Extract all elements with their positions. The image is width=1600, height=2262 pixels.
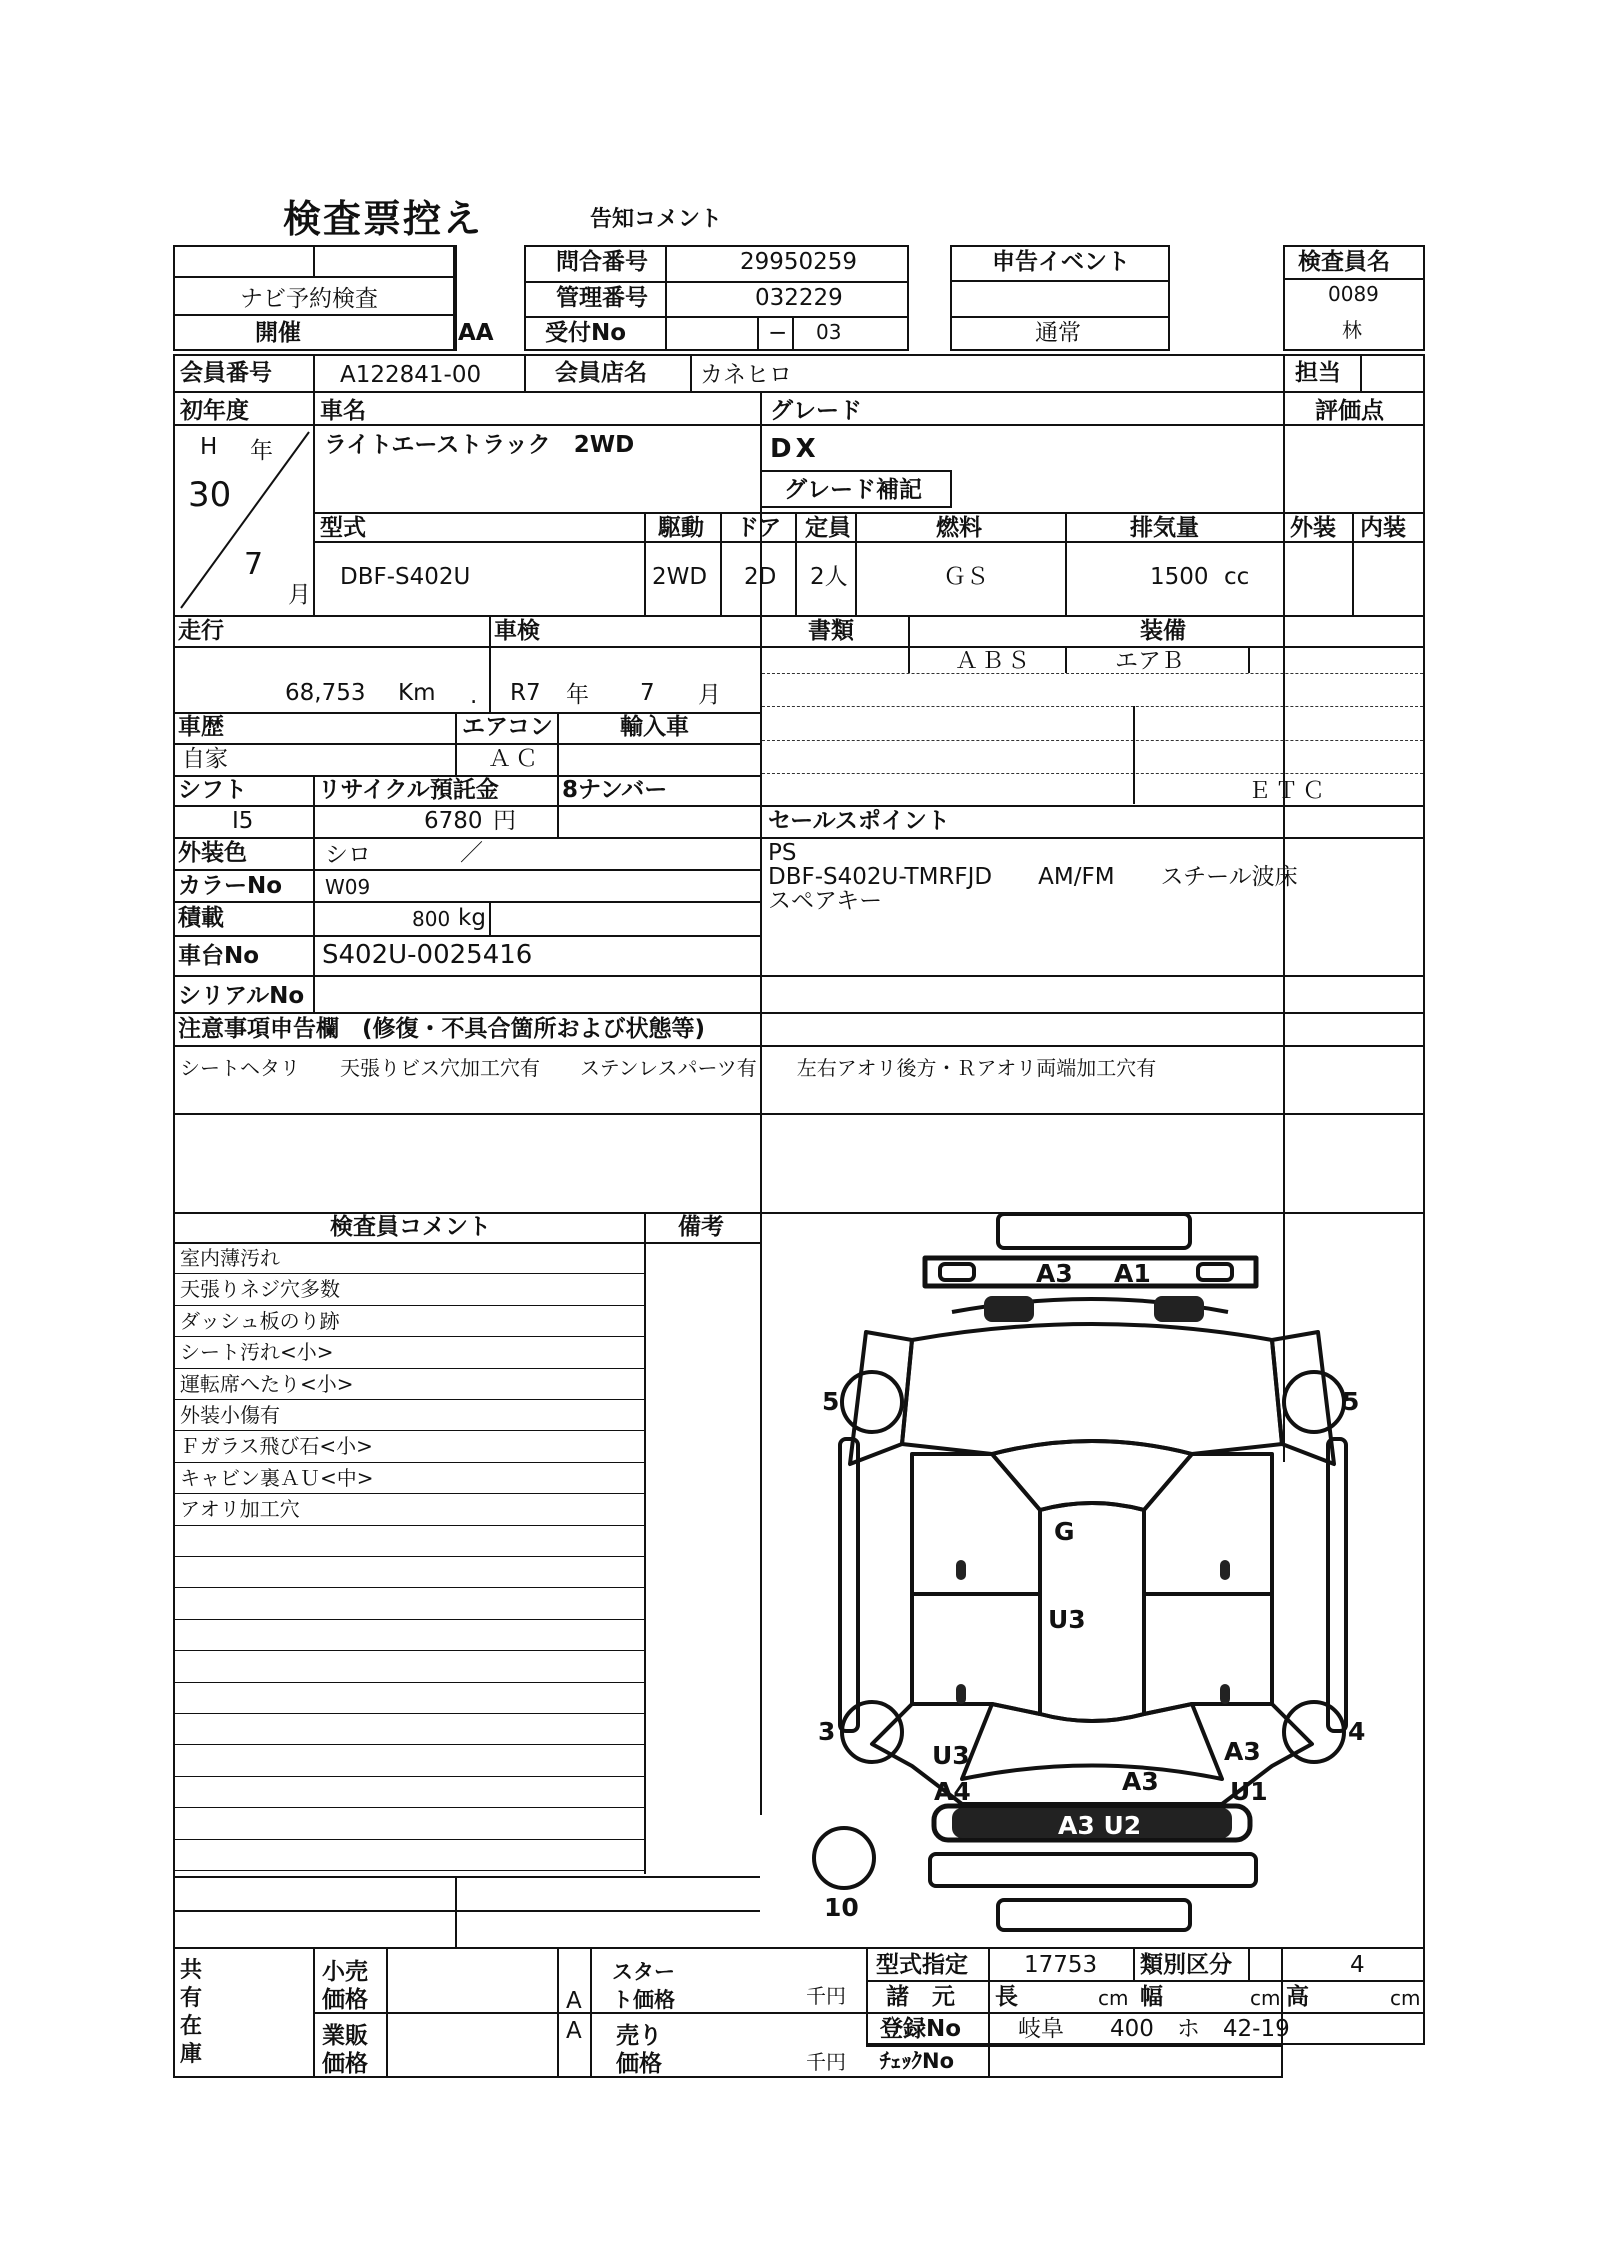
retail-price-label: 小売価格: [322, 1959, 368, 2013]
kanri-value: 032229: [755, 285, 843, 311]
shift-label: シフト: [178, 777, 247, 803]
shaken-month-unit: 月: [698, 682, 721, 708]
notice-label: 告知コメント: [590, 207, 723, 232]
page-title: 検査票控え: [283, 197, 484, 241]
inspector-code: 0089: [1328, 282, 1379, 306]
inspector-comment-item: アオリ加工穴: [180, 1497, 300, 1521]
model-label: 型式: [320, 515, 366, 541]
aircon-label: エアコン: [462, 714, 553, 740]
diagram-mark-label: A1: [1114, 1259, 1151, 1288]
docs-label: 書類: [808, 618, 854, 644]
equip-etc: ＥＴＣ: [1248, 778, 1329, 804]
diagram-mark-label: A3: [1224, 1737, 1261, 1766]
kanri-label: 管理番号: [556, 285, 648, 311]
car-name-label: 車名: [320, 398, 366, 424]
kyoyu-char: 有: [180, 1986, 203, 2011]
inspector-name: 林: [1342, 318, 1362, 342]
history-value: 自家: [182, 746, 228, 772]
grade-label: グレード: [770, 398, 862, 424]
height-unit: cm: [1390, 1986, 1421, 2010]
start-price-label: スタート価格: [612, 1960, 675, 2012]
category-label: 類別区分: [1140, 1952, 1232, 1978]
shop-value: カネヒロ: [700, 362, 792, 388]
diagram-mark-label: G: [1054, 1517, 1075, 1546]
color-label: 外装色: [178, 840, 247, 866]
tanto-label: 担当: [1295, 360, 1341, 386]
kyoyu-char: 在: [180, 2014, 203, 2039]
caution-label: 注意事項申告欄 (修復・不具合箇所および状態等): [178, 1016, 706, 1042]
equip-abs: ＡＢＳ: [955, 648, 1033, 674]
sales-line-2: DBF-S402U-TMRFJD AM/FM スチール波床: [768, 864, 1298, 890]
diagram-mark-label: U3: [932, 1741, 970, 1770]
color-code-value: W09: [325, 875, 371, 899]
navi-reservation: ナビ予約検査: [240, 286, 378, 312]
mileage-dot: .: [470, 683, 478, 709]
kyoyu-char: 共: [180, 1958, 203, 1983]
inspector-comment-item: キャビン裏ＡＵ<中>: [180, 1466, 374, 1490]
length-unit: cm: [1098, 1986, 1129, 2010]
registration-value: 岐阜 400 ホ 42-19: [1018, 2016, 1290, 2042]
diagram-mark-label: 3: [818, 1717, 836, 1746]
event-label: 申告イベント: [992, 249, 1130, 275]
uketsuke-label: 受付No: [545, 320, 627, 346]
shaken-era: R7: [510, 680, 541, 706]
color-value: シロ: [325, 842, 371, 868]
specs-label: 諸 元: [886, 1984, 955, 2010]
diagram-mark-label: 5: [1342, 1387, 1360, 1416]
sales-point-label: セールスポイント: [768, 808, 950, 834]
era-value: H: [200, 434, 218, 460]
chassis-value: S402U-0025416: [322, 940, 533, 970]
inspector-comment-item: 運転席へたり<小>: [180, 1372, 354, 1396]
wholesale-price-label: 業販価格: [322, 2023, 368, 2077]
aa-label-1: A: [566, 1988, 582, 2014]
remarks-label: 備考: [678, 1214, 724, 1240]
car-name-value: ライトエーストラック 2WD: [324, 432, 635, 458]
recycle-unit: 円: [493, 808, 516, 834]
displacement-unit: cc: [1224, 564, 1250, 590]
member-no-value: A122841-00: [340, 362, 482, 388]
import-label: 輸入車: [620, 714, 689, 740]
inspector-comment-label: 検査員コメント: [330, 1214, 491, 1240]
diagram-mark-label: A4: [934, 1777, 971, 1806]
model-designation-label: 型式指定: [876, 1952, 968, 1978]
inspector-label: 検査員名: [1298, 249, 1390, 275]
first-reg-year: 30: [188, 475, 232, 515]
first-reg-slash: [175, 426, 313, 614]
door-value: 2D: [744, 564, 777, 590]
shaken-year-unit: 年: [566, 682, 589, 708]
recycle-label: リサイクル預託金: [318, 777, 499, 803]
color-slash: ／: [460, 840, 483, 866]
fuel-label: 燃料: [936, 515, 982, 541]
exterior-grade-label: 外装: [1290, 515, 1336, 541]
color-code-label: カラーNo: [178, 873, 283, 899]
door-label: ドア: [736, 515, 782, 541]
load-unit: kg: [458, 905, 486, 931]
car-damage-diagram: [762, 1214, 1423, 1946]
inspector-comment-item: シート汚れ<小>: [180, 1340, 334, 1364]
kaisai-value: AA: [458, 320, 494, 346]
chassis-label: 車台No: [178, 943, 260, 969]
mileage-label: 走行: [178, 618, 224, 644]
start-price-unit: 千円: [806, 1984, 846, 2008]
shaken-month: 7: [640, 680, 655, 706]
month-unit: 月: [288, 582, 311, 608]
mileage-unit: Km: [398, 680, 436, 706]
eight-number-label: 8ナンバー: [562, 777, 668, 803]
grade-note-label: グレード補記: [784, 477, 922, 503]
uketsuke-value: 03: [816, 320, 842, 344]
load-value: 800: [412, 907, 451, 931]
capacity-value: 2人: [810, 564, 848, 590]
inspector-comment-item: ダッシュ板のり跡: [180, 1309, 340, 1333]
member-no-label: 会員番号: [180, 360, 272, 386]
drive-value: 2WD: [652, 564, 708, 590]
sell-price-label: 売り価格: [616, 2023, 662, 2077]
model-designation-value: 17753: [1024, 1952, 1098, 1978]
shop-label: 会員店名: [555, 360, 647, 386]
sell-price-unit: 千円: [806, 2050, 846, 2074]
recycle-value: 6780: [424, 808, 483, 834]
fuel-value: ＧＳ: [943, 564, 989, 590]
diagram-mark-label: A3: [1036, 1259, 1073, 1288]
inquiry-label: 問合番号: [556, 249, 648, 275]
equip-airbag: エアＢ: [1115, 648, 1184, 674]
uketsuke-dash: −: [768, 320, 788, 346]
caution-text: シートヘタリ 天張りビス穴加工穴有 ステンレスパーツ有 左右アオリ後方・Ｒアオリ両端加工穴有: [180, 1056, 1157, 1080]
length-label: 長: [995, 1984, 1018, 2010]
width-unit: cm: [1250, 1986, 1281, 2010]
registration-label: 登録No: [880, 2016, 962, 2042]
grade-value: DX: [770, 434, 820, 464]
diagram-mark-label: U3: [1048, 1605, 1086, 1634]
kyoyu-char: 庫: [180, 2042, 203, 2067]
sales-line-3: スペアキー: [768, 888, 883, 914]
first-reg-label: 初年度: [180, 398, 249, 424]
event-value: 通常: [1035, 320, 1081, 346]
inspector-comment-item: Ｆガラス飛び石<小>: [180, 1434, 373, 1458]
displacement-value: 1500: [1150, 564, 1209, 590]
category-value: 4: [1350, 1952, 1365, 1978]
shift-value: I5: [232, 808, 254, 834]
inspector-comment-item: 天張りネジ穴多数: [180, 1277, 340, 1301]
diagram-mark-label: 5: [822, 1387, 840, 1416]
diagram-mark-label: A3: [1122, 1767, 1159, 1796]
sales-line-1: PS: [768, 840, 797, 866]
aa-label-2: A: [566, 2018, 582, 2044]
mileage-value: 68,753: [285, 680, 366, 706]
inspector-comment-item: 室内薄汚れ: [180, 1246, 280, 1270]
model-value: DBF-S402U: [340, 564, 471, 590]
serial-label: シリアルNo: [178, 983, 305, 1009]
kaisai-label: 開催: [255, 320, 301, 346]
diagram-mark-label: U1: [1230, 1777, 1268, 1806]
load-label: 積載: [178, 905, 224, 931]
diagram-mark-label: 10: [824, 1893, 859, 1922]
capacity-label: 定員: [805, 515, 851, 541]
width-label: 幅: [1140, 1984, 1163, 2010]
year-unit: 年: [250, 438, 273, 464]
history-label: 車歴: [178, 714, 224, 740]
shaken-label: 車検: [494, 618, 540, 644]
diagram-mark-label: 4: [1348, 1717, 1366, 1746]
interior-grade-label: 内装: [1360, 515, 1406, 541]
check-no-label: ﾁｪｯｸNo: [880, 2049, 955, 2073]
displacement-label: 排気量: [1130, 515, 1199, 541]
score-label: 評価点: [1315, 398, 1384, 424]
diagram-mark-label: A3 U2: [1058, 1811, 1142, 1840]
aircon-value: ＡＣ: [488, 746, 542, 772]
inspector-comment-item: 外装小傷有: [180, 1403, 280, 1427]
height-label: 高: [1286, 1984, 1309, 2010]
equipment-label: 装備: [1140, 618, 1186, 644]
inquiry-value: 29950259: [740, 249, 858, 275]
first-reg-month: 7: [244, 547, 264, 582]
drive-label: 駆動: [658, 515, 704, 541]
